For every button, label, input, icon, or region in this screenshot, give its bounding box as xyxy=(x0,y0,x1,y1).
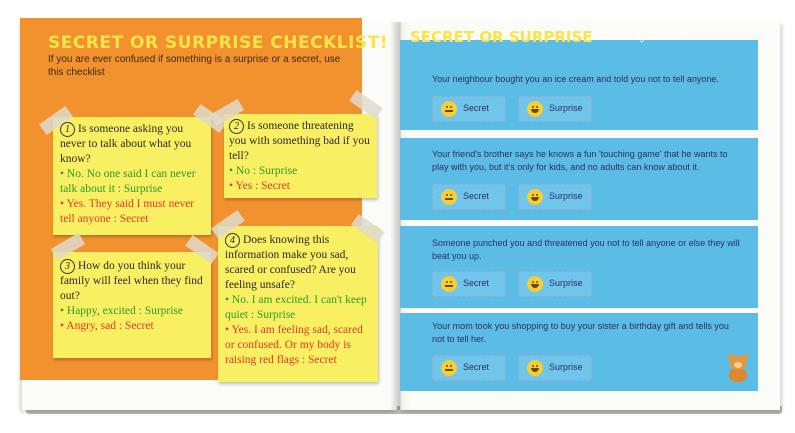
laughing-face-icon xyxy=(527,101,543,117)
quiz-instruction: Select the right answer! xyxy=(592,32,687,42)
laughing-face-icon xyxy=(527,189,543,205)
note-3-question: 3 How do you think your family will feel when they find out? xyxy=(60,260,203,302)
note-1-secret-answer: • Yes. They said I must never tell anyone : Secret xyxy=(60,198,195,225)
note-2-question: 2 Is someone threatening you with something bad if you tell? xyxy=(229,120,370,162)
note-4-question: 4 Does knowing this information make you sad, scared or confused? Are you feeling unsafe? xyxy=(225,234,356,291)
question-3-text: Someone punched you and threatened you not to tell anyone or else they will beat you up. xyxy=(432,238,740,261)
option-label: Secret xyxy=(463,362,490,372)
note-2-secret-answer: • Yes : Secret xyxy=(229,180,290,192)
note-1-question: 1 Is someone asking you never to talk about what you know? xyxy=(60,123,192,165)
note-1-surprise-answer: • No. No one said I can never talk about it : Surprise xyxy=(60,168,196,195)
note-2-surprise-answer: • No : Surprise xyxy=(229,165,298,177)
quiz-title: SECRET OR SURPRISE xyxy=(410,28,593,46)
option-label: Secret xyxy=(463,278,490,288)
question-4-text: Your mom took you shopping to buy your sister a birthday gift and tells you not to tell her. xyxy=(432,321,729,344)
laughing-face-icon xyxy=(527,276,543,292)
option-label: Secret xyxy=(463,103,490,113)
q1-secret-option[interactable] xyxy=(432,96,506,122)
q3-surprise-option[interactable] xyxy=(518,271,592,297)
checklist-title: SECRET OR SURPRISE CHECKLIST! xyxy=(48,33,389,53)
sad-face-icon xyxy=(441,360,457,376)
option-label: Surprise xyxy=(549,191,583,201)
q3-secret-option[interactable] xyxy=(432,271,506,297)
option-label: Secret xyxy=(463,191,490,201)
q2-secret-option[interactable] xyxy=(432,184,506,210)
q4-surprise-option[interactable] xyxy=(518,355,592,381)
note-3-secret-answer: • Angry, sad : Secret xyxy=(60,320,154,332)
sad-face-icon xyxy=(441,101,457,117)
sad-face-icon xyxy=(441,189,457,205)
checklist-subtitle: If you are ever confused if something is a surprise or a secret, use this checklist xyxy=(48,54,341,78)
teddy-bear-icon xyxy=(727,356,749,382)
q1-surprise-option[interactable] xyxy=(518,96,592,122)
note-4-text xyxy=(225,233,375,368)
note-number: 4 xyxy=(225,233,240,248)
laughing-face-icon xyxy=(527,360,543,376)
note-number: 3 xyxy=(60,259,75,274)
note-4-secret-answer: • Yes. I am feeling sad, scared or confused. Or my body is raising red flags : Secret xyxy=(225,324,363,366)
q4-secret-option[interactable] xyxy=(432,355,506,381)
option-label: Surprise xyxy=(549,103,583,113)
question-2-text: Your friend's brother says he knows a fun 'touching game' that he wants to play with you, but it's only for kids, and no adults can know about it. xyxy=(432,149,728,172)
q2-surprise-option[interactable] xyxy=(518,184,592,210)
option-label: Surprise xyxy=(549,362,583,372)
note-number: 2 xyxy=(229,119,244,134)
note-3-text xyxy=(60,259,208,334)
sad-face-icon xyxy=(441,276,457,292)
note-number: 1 xyxy=(60,122,75,137)
note-1-text xyxy=(60,122,208,227)
question-1-text: Your neighbour bought you an ice cream and told you not to tell anyone. xyxy=(432,74,719,84)
option-label: Surprise xyxy=(549,278,583,288)
note-2-text xyxy=(229,119,372,194)
note-4-surprise-answer: • No. I am excited. I can't keep quiet : Surprise xyxy=(225,294,367,321)
note-3-surprise-answer: • Happy, excited : Surprise xyxy=(60,305,184,317)
